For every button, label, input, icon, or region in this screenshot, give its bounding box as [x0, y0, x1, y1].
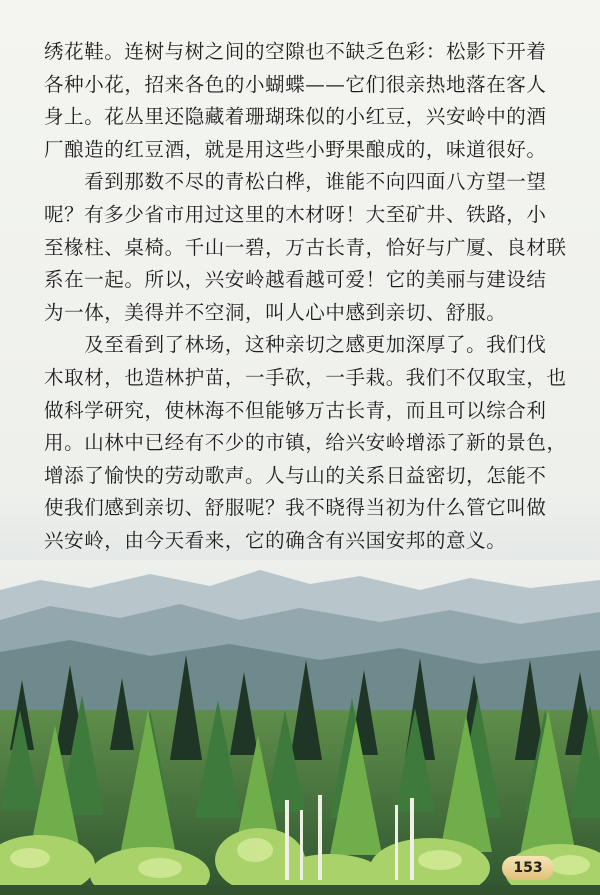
text-line: 使我们感到亲切、舒服呢？我不晓得当初为什么管它叫做	[44, 496, 547, 520]
text-line: 绣花鞋。连树与树之间的空隙也不缺乏色彩：松影下开着	[44, 40, 547, 63]
paragraph-2	[44, 166, 567, 329]
text-line: 至椽柱、桌椅。千山一碧，万古长青，恰好与广厦、良材联	[44, 235, 567, 259]
text-line: 呢？有多少省市用过这里的木材呀！大至矿井、铁路，小	[44, 202, 547, 226]
text-line: 用。山林中已经有不少的市镇，给兴安岭增添了新的景色，	[44, 431, 567, 455]
text-line: 看到那数不尽的青松白桦，谁能不向四面八方望一望	[44, 170, 547, 194]
ground-strip	[0, 885, 600, 895]
text-line: 增添了愉快的劳动歌声。人与山的关系日益密切，怎能不	[44, 463, 547, 487]
forest-illustration	[0, 560, 600, 895]
text-line: 厂酿造的红豆酒，就是用这些小野果酿成的，味道很好。	[44, 137, 547, 161]
text-line: 系在一起。所以，兴安岭越看越可爱！它的美丽与建设结	[44, 268, 547, 292]
text-line: 木取材，也造林护苗，一手砍，一手栽。我们不仅取宝，也	[44, 365, 567, 389]
page-number: 153	[502, 856, 554, 880]
body-text	[44, 36, 567, 558]
paragraph-1	[44, 36, 564, 166]
text-line: 做科学研究，使林海不但能够万古长青，而且可以综合利	[44, 398, 547, 422]
text-line: 身上。花丛里还隐藏着珊瑚珠似的小红豆，兴安岭中的酒	[44, 105, 547, 129]
text-line: 各种小花，招来各色的小蝴蝶——它们很亲热地落在客人	[44, 72, 547, 96]
text-line: 兴安岭，由今天看来，它的确含有兴国安邦的意义。	[44, 528, 507, 552]
paragraph-3	[44, 329, 567, 557]
text-line: 及至看到了林场，这种亲切之感更加深厚了。我们伐	[44, 333, 547, 357]
text-line: 为一体，美得并不空洞，叫人心中感到亲切、舒服。	[44, 300, 507, 324]
